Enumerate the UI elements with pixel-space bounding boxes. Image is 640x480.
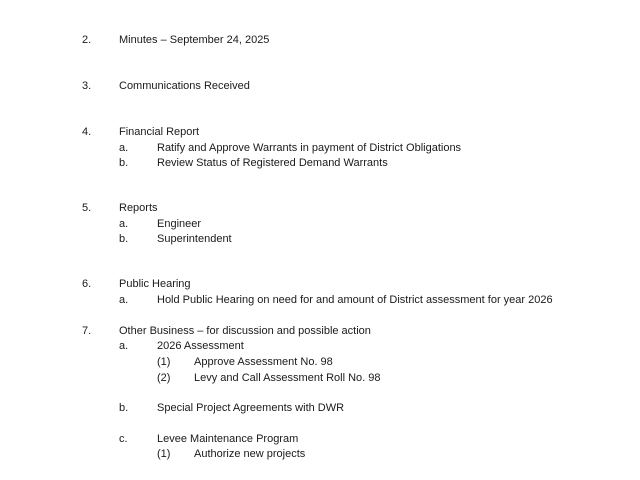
subitem-text: Engineer xyxy=(157,218,202,230)
subitem-text: Review Status of Registered Demand Warrants xyxy=(157,157,388,169)
subitem-letter: b. xyxy=(119,402,129,414)
item-number: 2. xyxy=(82,34,92,46)
subsubitem-text: Approve Assessment No. 98 xyxy=(194,356,333,368)
item-title: Other Business – for discussion and possible action xyxy=(119,325,371,337)
item-number: 3. xyxy=(82,80,92,92)
subitem-text: Hold Public Hearing on need for and amount of District assessment for year 2026 xyxy=(157,294,553,306)
subitem-letter: a. xyxy=(119,340,129,352)
subsubitem-text: Authorize new projects xyxy=(194,448,306,460)
subsubitem-number: (2) xyxy=(157,372,171,384)
item-number: 4. xyxy=(82,126,92,138)
subitem-letter: a. xyxy=(119,142,129,154)
subitem-text: Ratify and Approve Warrants in payment of District Obligations xyxy=(157,142,462,154)
item-title: Communications Received xyxy=(119,80,250,92)
subitem-text: Superintendent xyxy=(157,233,232,245)
item-number: 7. xyxy=(82,325,92,337)
subitem-letter: a. xyxy=(119,294,129,306)
subsubitem-number: (1) xyxy=(157,356,171,368)
subitem-letter: a. xyxy=(119,218,129,230)
item-number: 5. xyxy=(82,202,92,214)
subitem-letter: b. xyxy=(119,233,129,245)
item-title: Minutes – September 24, 2025 xyxy=(119,34,270,46)
item-number: 6. xyxy=(82,278,92,290)
subitem-text: Levee Maintenance Program xyxy=(157,433,299,445)
item-title: Financial Report xyxy=(119,126,200,138)
subitem-letter: b. xyxy=(119,157,129,169)
subitem-text: 2026 Assessment xyxy=(157,340,244,352)
subsubitem-number: (1) xyxy=(157,448,171,460)
subitem-letter: c. xyxy=(119,433,128,445)
item-title: Reports xyxy=(119,202,158,214)
subitem-text: Special Project Agreements with DWR xyxy=(157,402,345,414)
item-title: Public Hearing xyxy=(119,278,191,290)
subsubitem-text: Levy and Call Assessment Roll No. 98 xyxy=(194,372,381,384)
